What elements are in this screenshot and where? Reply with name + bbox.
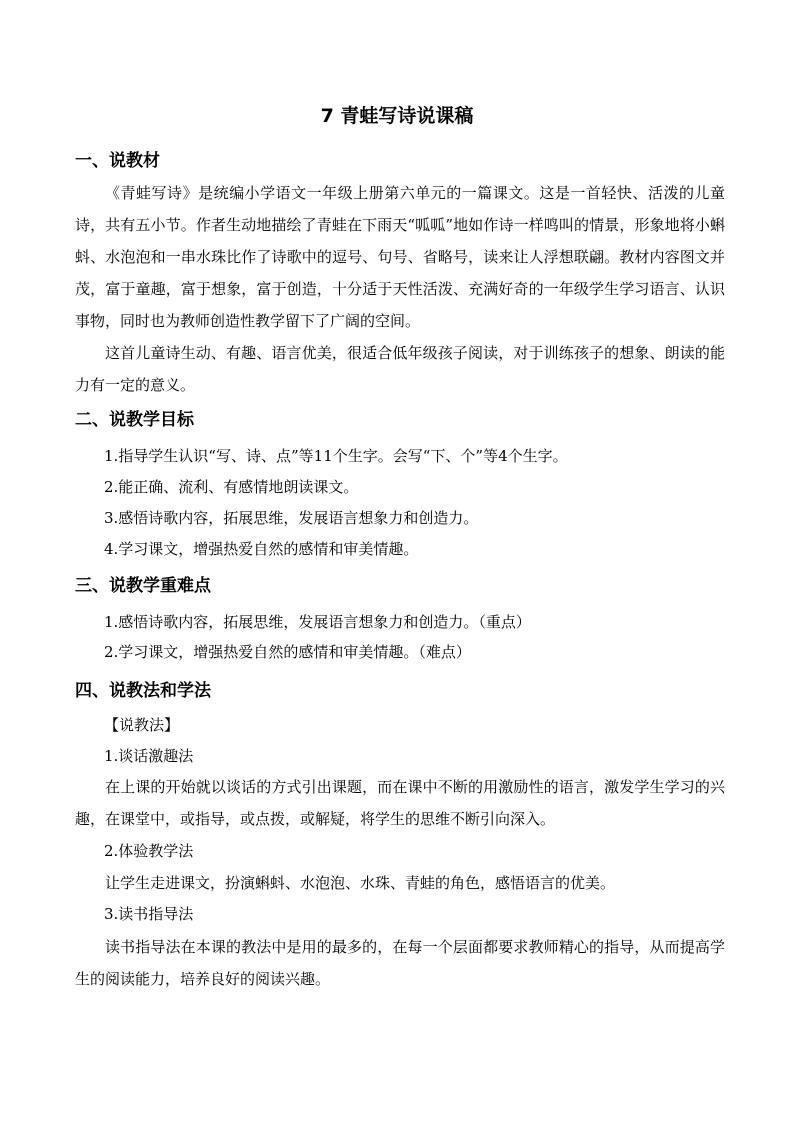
document-title: 7 青蛙写诗说课稿 <box>320 105 474 127</box>
method-1-title: 1.谈话激趣法 <box>104 747 194 765</box>
teaching-method-subheading: 【说教法】 <box>104 716 180 734</box>
goal-item-1: 1.指导学生认识“写、诗、点”等11个生字。会写“下、个”等4个生字。 <box>104 447 568 465</box>
method-1-text: 在上课的开始就以谈话的方式引出课题，而在课中不断的用激励性的语言，激发学生学习的兴趣，在课堂中，或指导，或点拨，或解疑，将学生的思维不断引向深入。 <box>75 778 725 828</box>
method-2-title: 2.体验教学法 <box>104 842 194 860</box>
paragraph-textbook-significance: 这首儿童诗生动、有趣、语言优美，很适合低年级孩子阅读，对于训练孩子的想象、朗读的能力有一定的意义。 <box>75 344 725 394</box>
section-heading-textbook: 一、说教材 <box>75 151 160 171</box>
key-point-item-1: 1.感悟诗歌内容，拓展思维，发展语言想象力和创造力。（重点） <box>104 613 531 631</box>
key-point-item-2: 2.学习课文，增强热爱自然的感情和审美情趣。（难点） <box>104 643 471 661</box>
method-2-text: 让学生走进课文，扮演蝌蚪、水泡泡、水珠、青蛙的角色，感悟语言的优美。 <box>105 874 616 892</box>
method-3-text: 读书指导法在本课的教法中是用的最多的，在每一个层面都要求教师精心的指导，从而提高学生的阅读能力，培养良好的阅读兴趣。 <box>75 938 725 988</box>
goal-item-2: 2.能正确、流利、有感情地朗读课文。 <box>104 478 359 496</box>
section-heading-methods: 四、说教法和学法 <box>75 681 211 701</box>
section-heading-key-points: 三、说教学重难点 <box>75 576 211 596</box>
paragraph-textbook-intro: 《青蛙写诗》是统编小学语文一年级上册第六单元的一篇课文。这是一首轻快、活泼的儿童诗，共有五小节。作者生动地描绘了青蛙在下雨天“呱呱”地如作诗一样鸣叫的情景，形象地将小蝌蚪、水泡泡和一串水珠比作了诗歌中的逗号、句号、省略号，读来让人浮想联翩。教材内容图文并茂，富于童趣，富于想象，富于创造，十分适于天性活泼、充满好奇的一年级学生学习语言、认识事物，同时也为教师创造性教学留下了广阔的空间。 <box>75 184 725 330</box>
goal-item-3: 3.感悟诗歌内容，拓展思维，发展语言想象力和创造力。 <box>104 509 479 527</box>
method-3-title: 3.读书指导法 <box>104 905 194 923</box>
goal-item-4: 4.学习课文，增强热爱自然的感情和审美情趣。 <box>104 540 419 558</box>
section-heading-goals: 二、说教学目标 <box>75 410 194 430</box>
